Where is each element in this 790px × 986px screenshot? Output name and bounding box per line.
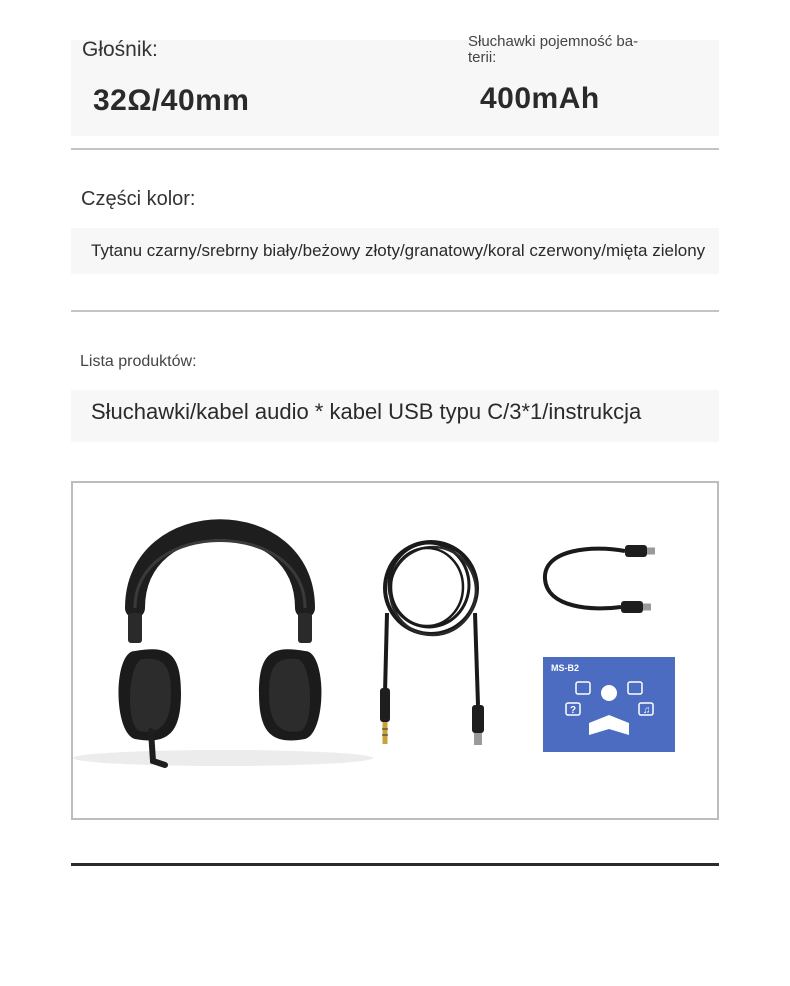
manual-code: MS-B2 — [551, 663, 580, 673]
battery-label-line2: terii: — [468, 49, 497, 66]
divider — [71, 310, 719, 312]
product-list-value: Słuchawki/kabel audio * kabel USB typu C/3*1/instrukcja — [91, 399, 642, 424]
headphones-icon — [119, 529, 322, 765]
battery-label — [468, 34, 638, 66]
usb-c-cable-icon — [545, 545, 655, 613]
svg-text:?: ? — [570, 705, 577, 716]
speaker-value: 32Ω/40mm — [93, 84, 250, 117]
speaker-label: Głośnik: — [82, 38, 158, 61]
package-contents-image — [71, 481, 719, 820]
colors-label: Części kolor: — [81, 188, 196, 210]
audio-cable-icon — [380, 542, 484, 745]
svg-text:♫: ♫ — [643, 705, 651, 716]
battery-label-line1: Słuchawki pojemność ba- — [468, 33, 639, 50]
divider — [71, 863, 719, 866]
manual-booklet-icon — [543, 657, 675, 752]
divider — [71, 148, 719, 150]
colors-value: Tytanu czarny/srebrny biały/beżowy złoty/granatowy/koral czerwony/mięta zielony — [91, 241, 706, 260]
floor-shadow — [73, 750, 373, 766]
product-list-label: Lista produktów: — [80, 353, 197, 370]
battery-value: 400mAh — [480, 82, 600, 115]
